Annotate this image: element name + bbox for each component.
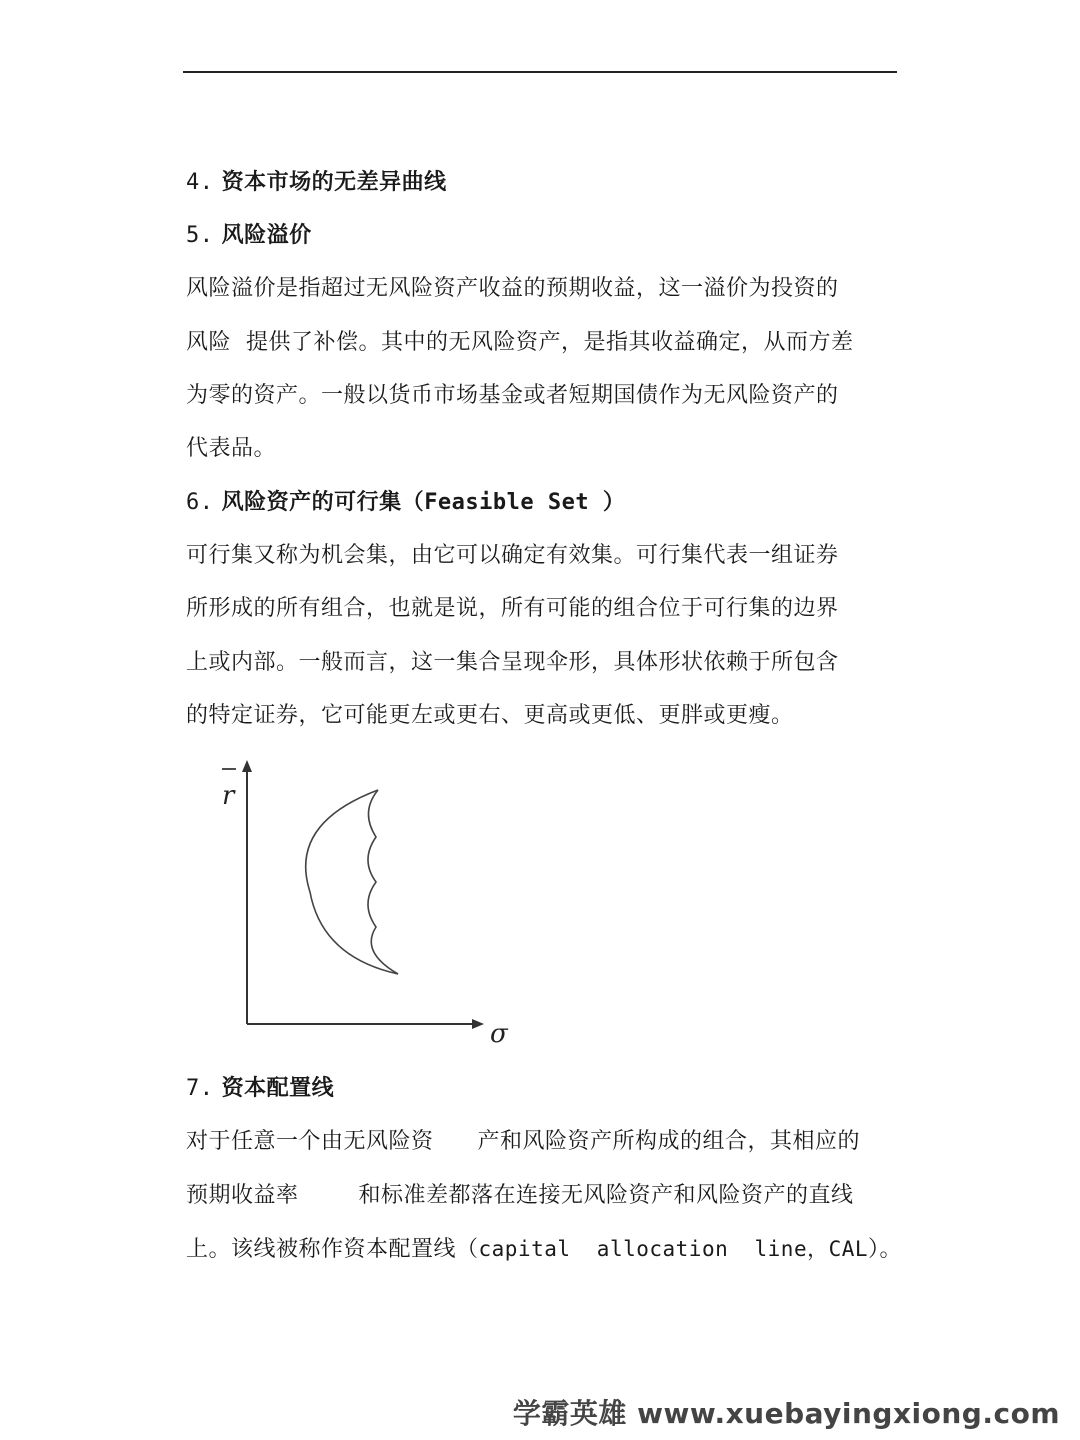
section-title-close: ）: [602, 490, 626, 515]
paragraph-line: 风险 提供了补偿。其中的无风险资产，是指其收益确定，从而方差: [186, 330, 854, 355]
section-title: 风险溢价: [221, 223, 312, 248]
header-rule: [183, 71, 897, 73]
section-title: 资本市场的无差异曲线: [221, 170, 447, 195]
paragraph-line: 代表品。: [186, 436, 277, 461]
paragraph-fragment: 上。该线被称作资本配置线（: [186, 1237, 479, 1262]
paragraph-line: 所形成的所有组合，也就是说，所有可能的组合位于可行集的边界: [186, 596, 839, 621]
paragraph-fragment: 对于任意一个由无风险资: [186, 1129, 434, 1154]
paragraph-fragment-english: capital allocation line，CAL: [478, 1237, 869, 1261]
paragraph-fragment: ）。: [868, 1237, 903, 1262]
paragraph-line: 上或内部。一般而言，这一集合呈现伞形，具体形状依赖于所包含: [186, 650, 839, 675]
paragraph-fragment: 预期收益率: [186, 1183, 299, 1208]
section-number: 5.: [186, 223, 214, 248]
feasible-set-figure: [200, 752, 530, 1052]
feasible-set-diagram: [200, 752, 530, 1052]
y-axis-arrow: [242, 760, 252, 772]
paragraph-line: 的特定证券，它可能更左或更右、更高或更低、更胖或更瘦。: [186, 703, 794, 728]
paragraph-line: 为零的资产。一般以货币市场基金或者短期国债作为无风险资产的: [186, 383, 839, 408]
paragraph-line: 可行集又称为机会集，由它可以确定有效集。可行集代表一组证券: [186, 543, 839, 568]
section-title-english: Feasible Set: [424, 490, 603, 515]
feasible-set-left-boundary: [306, 790, 398, 974]
paragraph-line: [186, 1127, 860, 1157]
section-4-heading: [186, 168, 447, 198]
x-axis-arrow: [472, 1019, 484, 1029]
footer-watermark: 学霸英雄 www.xuebayingxiong.com: [512, 1397, 1060, 1430]
y-axis-label: r: [222, 781, 235, 811]
paragraph-line: [186, 1181, 854, 1211]
paragraph-fragment: 产和风险资产所构成的组合，其相应的: [477, 1129, 861, 1154]
paragraph-line: [186, 1234, 902, 1265]
section-6-heading: [186, 488, 625, 518]
section-number: 7.: [186, 1076, 214, 1101]
section-title: 风险资产的可行集（: [221, 490, 425, 515]
feasible-set-right-scallops: [368, 790, 398, 974]
section-title: 资本配置线: [221, 1076, 335, 1101]
x-axis-label: σ: [490, 1019, 508, 1049]
paragraph-line: 风险溢价是指超过无风险资产收益的预期收益，这一溢价为投资的: [186, 276, 839, 301]
paragraph-fragment: 和标准差都落在连接无风险资产和风险资产的直线: [358, 1183, 854, 1208]
section-number: 6.: [186, 490, 214, 515]
section-7-heading: [186, 1074, 334, 1104]
section-number: 4.: [186, 170, 214, 195]
section-5-heading: [186, 221, 312, 251]
